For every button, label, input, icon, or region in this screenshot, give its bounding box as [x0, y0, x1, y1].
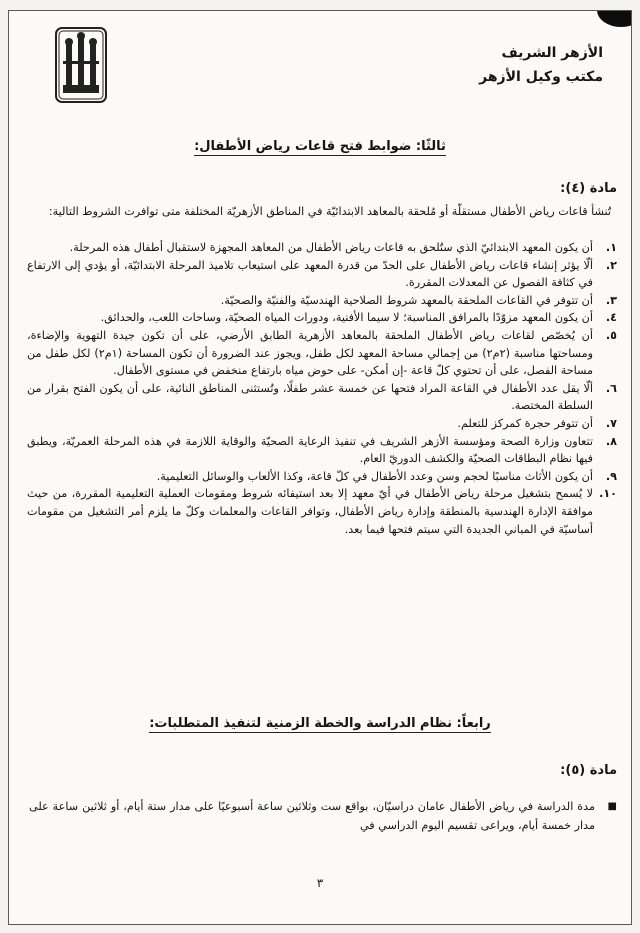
list-item	[27, 327, 617, 380]
article-5-bullet	[29, 797, 617, 835]
list-item-number: ٢.	[605, 258, 617, 272]
list-item	[27, 309, 617, 327]
scan-corner-mark	[597, 10, 632, 27]
header-line-1: الأزهر الشريف	[501, 45, 603, 61]
list-item	[27, 433, 617, 468]
section-4-title: رابعاً: نظام الدراسة والخطة الزمنية لتنفيذ المتطلبات:	[149, 716, 491, 731]
list-item-text: أن يكون المعهد مزوّدًا بالمرافق المناسبة؛ لا سيما الأفنية، ودورات المياه الصحيّة، وساحات اللعب، والحدائق.	[100, 311, 593, 325]
list-item-number: ٩.	[605, 469, 617, 483]
article-5-text: مدة الدراسة في رياض الأطفال عامان دراسيّان، بواقع ست وثلاثين ساعة أسبوعيًا على مدار ستة أيام، أو ثلاثين ساعة على مدار خمسة أيام، ويراعى تقسيم اليوم الدراسي في	[29, 800, 595, 832]
page-number: ٣	[316, 876, 324, 890]
list-item	[27, 239, 617, 257]
list-item-number: ٤.	[605, 311, 617, 325]
list-item-text: أن يكون الأثاث مناسبًا لحجم وسن وعدد الأطفال في كلّ قاعة، وكذا الألعاب والوسائل التعليمية.	[156, 469, 593, 483]
article-4-intro: تُنشأ قاعات رياض الأطفال مستقلّة أو مُلحقة بالمعاهد الابتدائيّة في المناطق الأزهريّة المختلفة متى توافرت الشروط التالية:	[48, 205, 611, 218]
list-item-text: أن تتوفر في القاعات الملحقة بالمعهد شروط الصلاحية الهندسيّة والفنيّة والصحيّة.	[220, 293, 593, 307]
list-item-number: ٣.	[605, 293, 617, 307]
list-item-text: أن يكون المعهد الابتدائيّ الذي ستُلحق به قاعات رياض الأطفال من المعاهد المجهزة لاستقبال أطفال هذه المرحلة.	[69, 241, 593, 254]
bullet-icon: ■	[607, 801, 617, 812]
list-item	[27, 292, 617, 310]
article-5-label: مادة (٥):	[560, 763, 617, 778]
al-azhar-logo-icon	[55, 27, 107, 103]
document-page	[8, 10, 632, 925]
list-item	[27, 468, 617, 486]
list-item-number: ١٠.	[599, 487, 617, 501]
article-4-list	[27, 239, 617, 538]
header-line-2: مكتب وكيل الأزهر	[479, 69, 603, 85]
section-3-title: ثالثًا: ضوابط فتح قاعات رياض الأطفال:	[194, 139, 446, 154]
list-item-text: تتعاون وزارة الصحة ومؤسسة الأزهر الشريف في تنفيذ الرعاية الصحيّة والوقاية اللازمة في هذه المرحلة العمريّة، ويطبق فيها نظام البطاقات الصحيّة والكشف الدوريّ العام.	[27, 434, 593, 466]
list-item-text: أن تتوفر حجرة كمركز للتعلم.	[457, 416, 593, 430]
list-item	[27, 380, 617, 415]
list-item-text: ألّا يؤثر إنشاء قاعات رياض الأطفال على الحدّ من قدرة المعهد على استيعاب تلاميذ المرحلة الابتدائيّة، أو يؤدي إلى الارتفاع في كثافة الفصول عن المعدلات المقررة.	[27, 258, 593, 290]
list-item-number: ٥.	[605, 328, 617, 342]
list-item-number: ٨.	[605, 434, 617, 448]
article-4-label: مادة (٤):	[560, 181, 617, 196]
list-item	[27, 485, 617, 538]
list-item-text: ألّا يقل عدد الأطفال في القاعة المراد فتحها عن خمسة عشر طفلًا، وتُستثنى المناطق النائية، على أن يكون الفتح بقرار من السلطة المختصة.	[27, 381, 593, 413]
letterhead	[479, 41, 603, 89]
list-item-number: ١.	[605, 241, 617, 254]
list-item-number: ٦.	[605, 381, 617, 395]
list-item-text: لا يُسمح بتشغيل مرحلة رياض الأطفال في أيّ معهد إلا بعد استيفائه شروط ومقومات العملية التعليمية المقررة، من حيث موافقة الإدارة الهندسية بالمنطقة وإدارة رياض الأطفال، وتوافر القاعات والمعلمات وكلّ ما يلزم أمر التشغيل من مقومات أساسيّة في المباني الجديدة التي سيتم فتحها فيما بعد.	[27, 487, 593, 536]
list-item	[27, 415, 617, 433]
list-item	[27, 257, 617, 292]
list-item-text: أن يُخصّص لقاعات رياض الأطفال الملحقة بالمعاهد الأزهرية الطابق الأرضي، على أن تكون جيدة التهوية والإضاءة، ومساحتها مناسبة (٢م٢) من إجمالي مساحة المعهد لكل طفل، ويجوز عند الضرورة أن تكون المساحة (١م٢) لكل طفل من مساحة الفصل، على أن تحتوي كلّ قاعة -إن أمكن- على حوض مياه بارتفاع منخفض في مستوى الأطفال.	[27, 328, 593, 378]
list-item-number: ٧.	[605, 416, 617, 430]
